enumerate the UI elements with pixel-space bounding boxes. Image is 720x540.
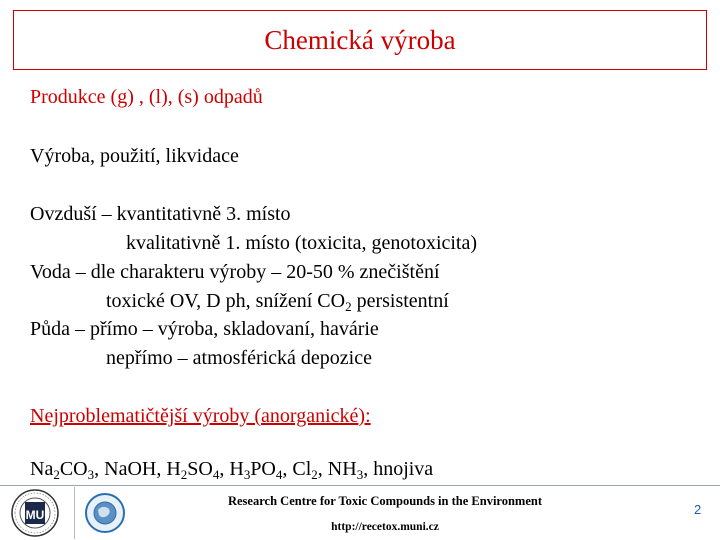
- water-detail-subscript: 2: [345, 299, 352, 314]
- water-detail-tail: persistentní: [351, 290, 449, 312]
- globe-icon: [83, 491, 127, 535]
- muni-logo: [2, 487, 68, 539]
- recetox-logo: [74, 487, 135, 539]
- page-title: Chemická výroba: [264, 24, 456, 55]
- muni-seal-icon: [7, 488, 63, 538]
- lifecycle-line: Výroba, použití, likvidace: [30, 145, 239, 167]
- footer-divider: [0, 485, 720, 486]
- problematic-heading: Nejproblematičtější výroby (anorganické):: [30, 405, 371, 427]
- air-line: Ovzduší – kvantitativně 3. místo: [30, 203, 291, 225]
- water-line: Voda – dle charakteru výroby – 20-50 % znečištění: [30, 261, 440, 283]
- soil-line: Půda – přímo – výroba, skladovaní, havárie: [30, 318, 379, 340]
- footer-centre-name: Research Centre for Toxic Compounds in the Environment: [227, 494, 543, 508]
- production-line: Produkce (g) , (l), (s) odpadů: [30, 86, 263, 108]
- footer-url-link[interactable]: http://recetox.muni.cz: [331, 521, 439, 533]
- svg-text:MU: MU: [25, 508, 45, 522]
- water-detail-text: toxické OV, D ph, snížení CO: [106, 290, 346, 312]
- soil-detail-line: nepřímo – atmosférická depozice: [106, 347, 372, 369]
- title-box: [13, 10, 707, 70]
- air-detail-line: kvalitativně 1. místo (toxicita, genotoxicita): [126, 232, 478, 254]
- chemicals-formula-line: $Na_2CO_3$, NaOH, $H_2SO_4$, $H_3PO_4$, $Cl_2$, $NH_3$, hnojiva: [30, 458, 434, 482]
- water-detail-line: [106, 290, 449, 313]
- page-number: 2: [694, 502, 702, 517]
